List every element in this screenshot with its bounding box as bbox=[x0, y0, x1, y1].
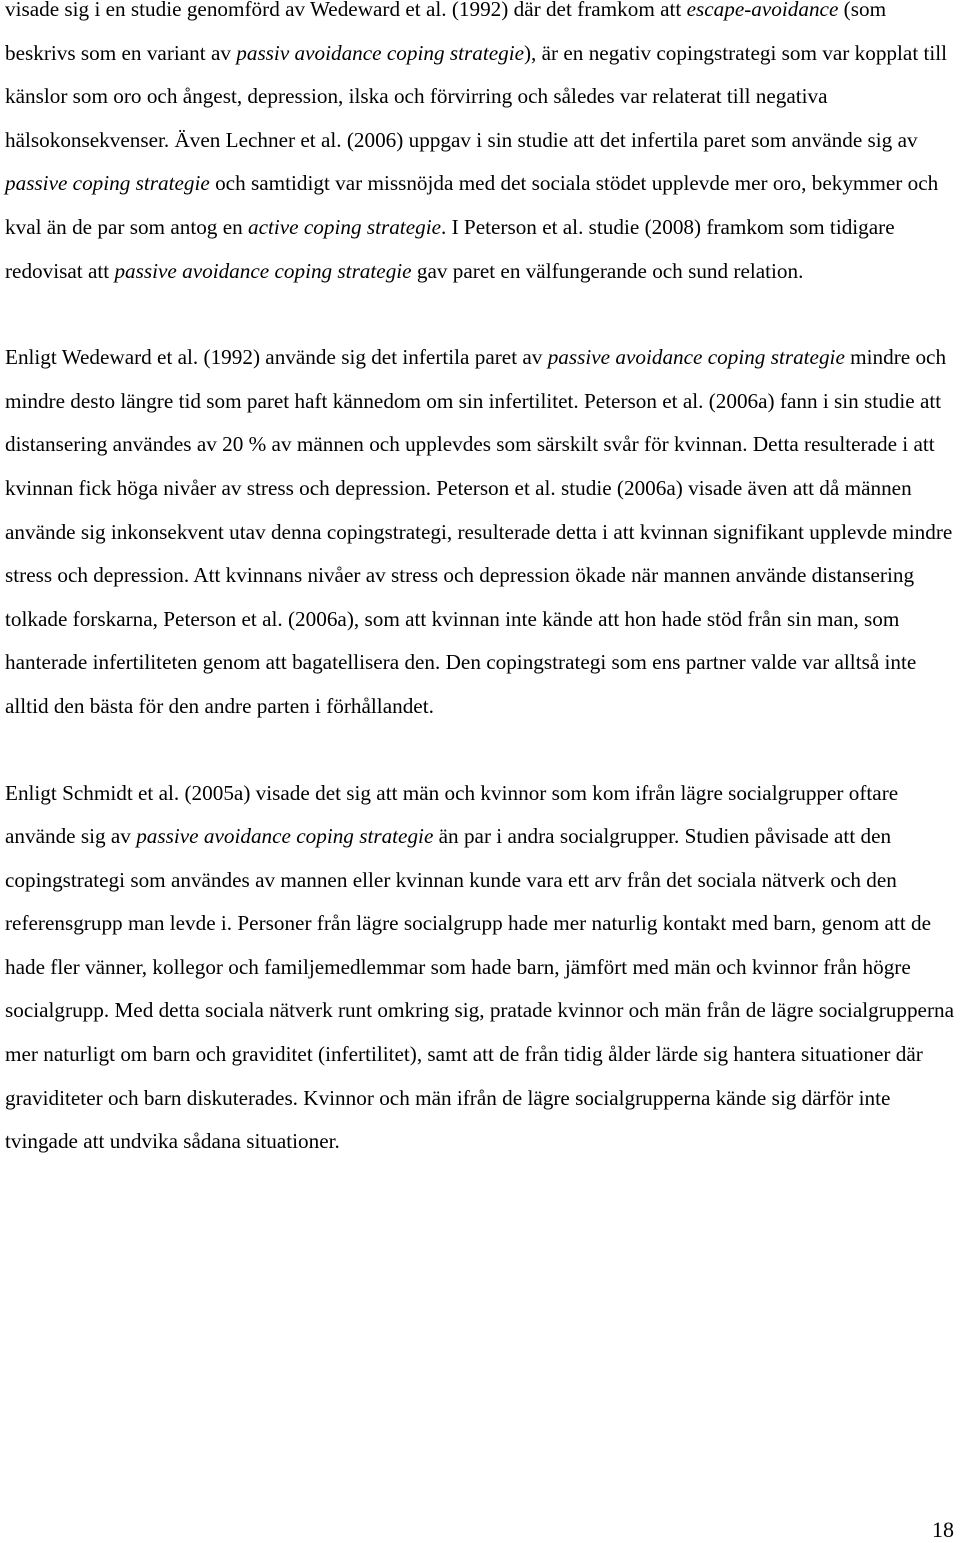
text-run: ), är en negativ copingstrategi som var kopplat till känslor som oro och ångest, depression, ilska och förvirring och således var relaterat till negativa hälsokonsekvenser. Även Lechner et al. (2006) uppgav i sin studie att det infertila paret som använde sig av bbox=[5, 40, 948, 152]
text-run: mindre och mindre desto längre tid som paret haft kännedom om sin infertilitet. Peterson et al. (2006a) fann i sin studie att distansering användes av 20 % av männen och upplevdes som särskilt svår för kvinnan. Detta resulterade i att kvinnan fick höga nivåer av stress och depression. Peterson et al. studie (2006a) visade även att då männen använde sig inkonsekvent utav denna copingstrategi, resulterade detta i att kvinnan signifikant upplevde mindre stress och depression. Att kvinnans nivåer av stress och depression ökade när mannen använde distansering tolkade forskarna, Peterson et al. (2006a), som att kvinnan inte kände att hon hade stöd från sin man, som hanterade infertiliteten genom att bagatellisera den. Den copingstrategi som ens partner valde var alltså inte alltid den bästa för den andre parten i förhållandet. bbox=[5, 345, 953, 718]
text-run: . I Peterson et al. studie (2008) framkom som tidigare redovisat att bbox=[5, 214, 895, 283]
italic-term: passiv avoidance coping strategie bbox=[236, 40, 524, 65]
text-run: gav paret en välfungerande och sund relation. bbox=[411, 258, 804, 283]
text-run: visade sig i en studie genomförd av Wedeward et al. (1992) där det framkom att bbox=[5, 0, 687, 21]
paragraph-2 bbox=[5, 336, 954, 728]
italic-term: escape-avoidance bbox=[686, 0, 839, 21]
italic-term: active coping strategie bbox=[248, 214, 441, 239]
italic-term: passive avoidance coping strategie bbox=[114, 258, 412, 283]
italic-term: passive coping strategie bbox=[5, 171, 210, 196]
text-run: (som beskrivs som en variant av bbox=[5, 0, 887, 65]
paragraph-1 bbox=[5, 0, 954, 293]
paragraph-3 bbox=[5, 772, 954, 1164]
text-run: och samtidigt var missnöjda med det sociala stödet upplevde mer oro, bekymmer och kval än de par som antog en bbox=[5, 171, 939, 239]
text-run: Enligt Wedeward et al. (1992) använde sig det infertila paret av bbox=[5, 345, 548, 370]
text-run: Enligt Schmidt et al. (2005a) visade det sig att män och kvinnor som kom ifrån lägre socialgrupper oftare använde sig av bbox=[5, 780, 899, 849]
page-number: 18 bbox=[932, 1517, 954, 1542]
italic-term: passive avoidance coping strategie bbox=[136, 824, 434, 849]
italic-term: passive avoidance coping strategie bbox=[547, 345, 845, 370]
text-run: än par i andra socialgrupper. Studien påvisade att den copingstrategi som användes av mannen eller kvinnan kunde vara ett arv från det sociala nätverk och den referensgrupp man levde i. Personer från lägre socialgrupp hade mer naturlig kontakt med barn, genom att de hade fler vänner, kollegor och familjemedlemmar som hade barn, jämfört med män och kvinnor från högre socialgrupp. Med detta sociala nätverk runt omkring sig, pratade kvinnor och män från de lägre socialgrupperna mer naturligt om barn och graviditet (infertilitet), samt att de från tidig ålder lärde sig hantera situationer där graviditeter och barn diskuterades. Kvinnor och män ifrån de lägre socialgrupperna kände sig därför inte tvingade att undvika sådana situationer. bbox=[5, 824, 954, 1154]
